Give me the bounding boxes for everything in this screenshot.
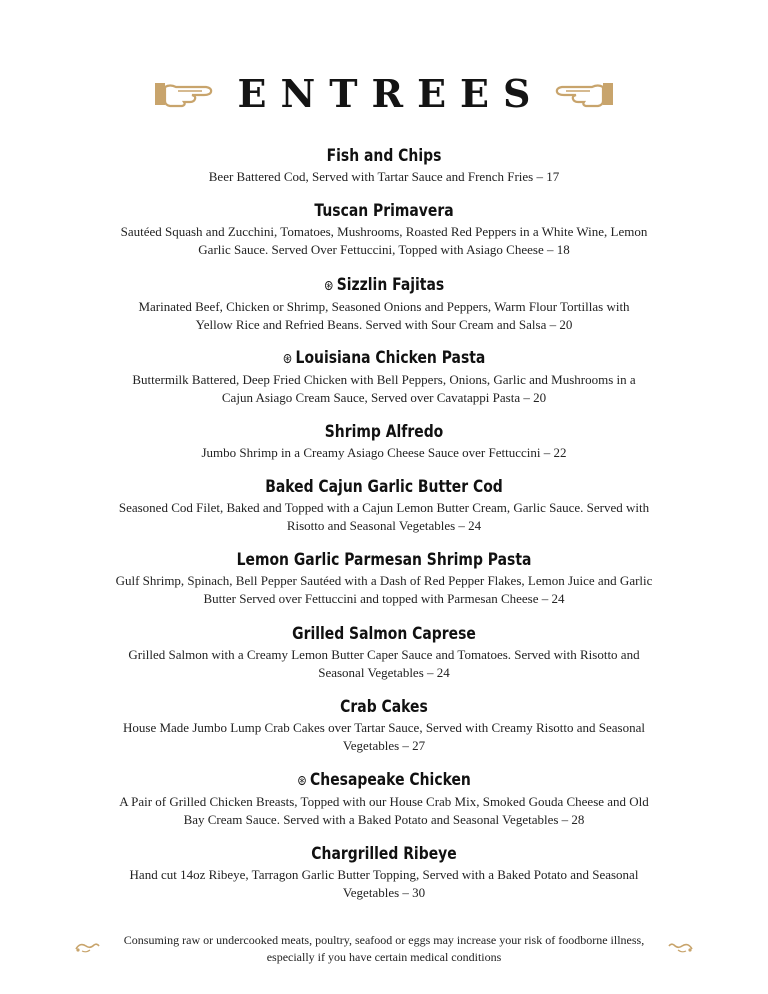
menu-item-name: Shrimp Alfredo [324, 422, 444, 442]
menu-item-name: ⊛ Chesapeake Chicken [297, 770, 471, 790]
swirl-ornament-icon [668, 940, 694, 954]
pointing-hand-left-icon [554, 79, 614, 109]
menu-item [0, 769, 768, 829]
menu-header [0, 72, 768, 116]
menu-item-description: House Made Jumbo Lump Crab Cakes over Tartar Sauce, Served with Creamy Risotto and Seasonal Vegetables – 27 [123, 720, 645, 753]
menu-item [0, 347, 768, 407]
menu-item-description: Buttermilk Battered, Deep Fried Chicken with Bell Peppers, Onions, Garlic and Mushrooms in a Cajun Asiago Cream Sauce, Served over Cavatappi Pasta – 20 [132, 372, 636, 405]
menu-item-description: Marinated Beef, Chicken or Shrimp, Seasoned Onions and Peppers, Warm Flour Tortillas with Yellow Rice and Refried Beans. Served with Sour Cream and Salsa – 20 [138, 299, 630, 332]
menu-item-description: Jumbo Shrimp in a Creamy Asiago Cheese Sauce over Fettuccini – 22 [201, 445, 567, 460]
menu-item [0, 843, 768, 902]
menu-item-name: Baked Cajun Garlic Butter Cod [265, 477, 503, 497]
menu-item-description: Gulf Shrimp, Spinach, Bell Pepper Sautéed with a Dash of Red Pepper Flakes, Lemon Juice and Garlic Butter Served over Fettuccini and topped with Parmesan Cheese – 24 [115, 573, 653, 606]
menu-item [0, 623, 768, 682]
menu-item-description: A Pair of Grilled Chicken Breasts, Topped with our House Crab Mix, Smoked Gouda Cheese and Old Bay Cream Sauce. Served with a Baked Potato and Seasonal Vegetables – 28 [119, 794, 649, 827]
house-favorite-icon: ⊛ [323, 278, 334, 294]
menu-item-description: Hand cut 14oz Ribeye, Tarragon Garlic Butter Topping, Served with a Baked Potato and Seasonal Vegetables – 30 [129, 867, 639, 900]
page-title: ENTREES [237, 71, 545, 116]
menu-item [0, 421, 768, 462]
menu-item [0, 200, 768, 259]
menu-item-name: Grilled Salmon Caprese [292, 624, 476, 644]
menu-item [0, 274, 768, 334]
menu-item-name: ⊛ Louisiana Chicken Pasta [282, 348, 486, 368]
disclaimer-text: Consuming raw or undercooked meats, poultry, seafood or eggs may increase your risk of foodborne illness, especially if you have certain medical conditions [123, 933, 645, 964]
disclaimer-footer [0, 932, 768, 966]
house-favorite-icon: ⊛ [282, 351, 293, 367]
menu-item-name: Chargrilled Ribeye [311, 844, 457, 864]
pointing-hand-right-icon [154, 79, 214, 109]
menu-item-name: Tuscan Primavera [314, 201, 454, 221]
menu-item [0, 696, 768, 755]
menu-item-name: ⊛ Sizzlin Fajitas [323, 275, 445, 295]
menu-item-name: Crab Cakes [340, 697, 428, 717]
menu-item-description: Grilled Salmon with a Creamy Lemon Butter Caper Sauce and Tomatoes. Served with Risotto and Seasonal Vegetables – 24 [128, 647, 640, 680]
menu-item [0, 549, 768, 608]
menu-item-description: Seasoned Cod Filet, Baked and Topped with a Cajun Lemon Butter Cream, Garlic Sauce. Served with Risotto and Seasonal Vegetables – 24 [118, 500, 650, 533]
menu-item [0, 476, 768, 535]
menu-item-name: Fish and Chips [326, 146, 442, 166]
menu-item-description: Beer Battered Cod, Served with Tartar Sauce and French Fries – 17 [208, 169, 560, 184]
swirl-ornament-icon [74, 940, 100, 954]
menu-item-name: Lemon Garlic Parmesan Shrimp Pasta [236, 550, 532, 570]
house-favorite-icon: ⊛ [297, 773, 307, 789]
menu-item [0, 145, 768, 186]
menu-item-description: Sautéed Squash and Zucchini, Tomatoes, Mushrooms, Roasted Red Peppers in a White Wine, Lemon Garlic Sauce. Served Over Fettuccini, Topped with Asiago Cheese – 18 [120, 224, 648, 257]
